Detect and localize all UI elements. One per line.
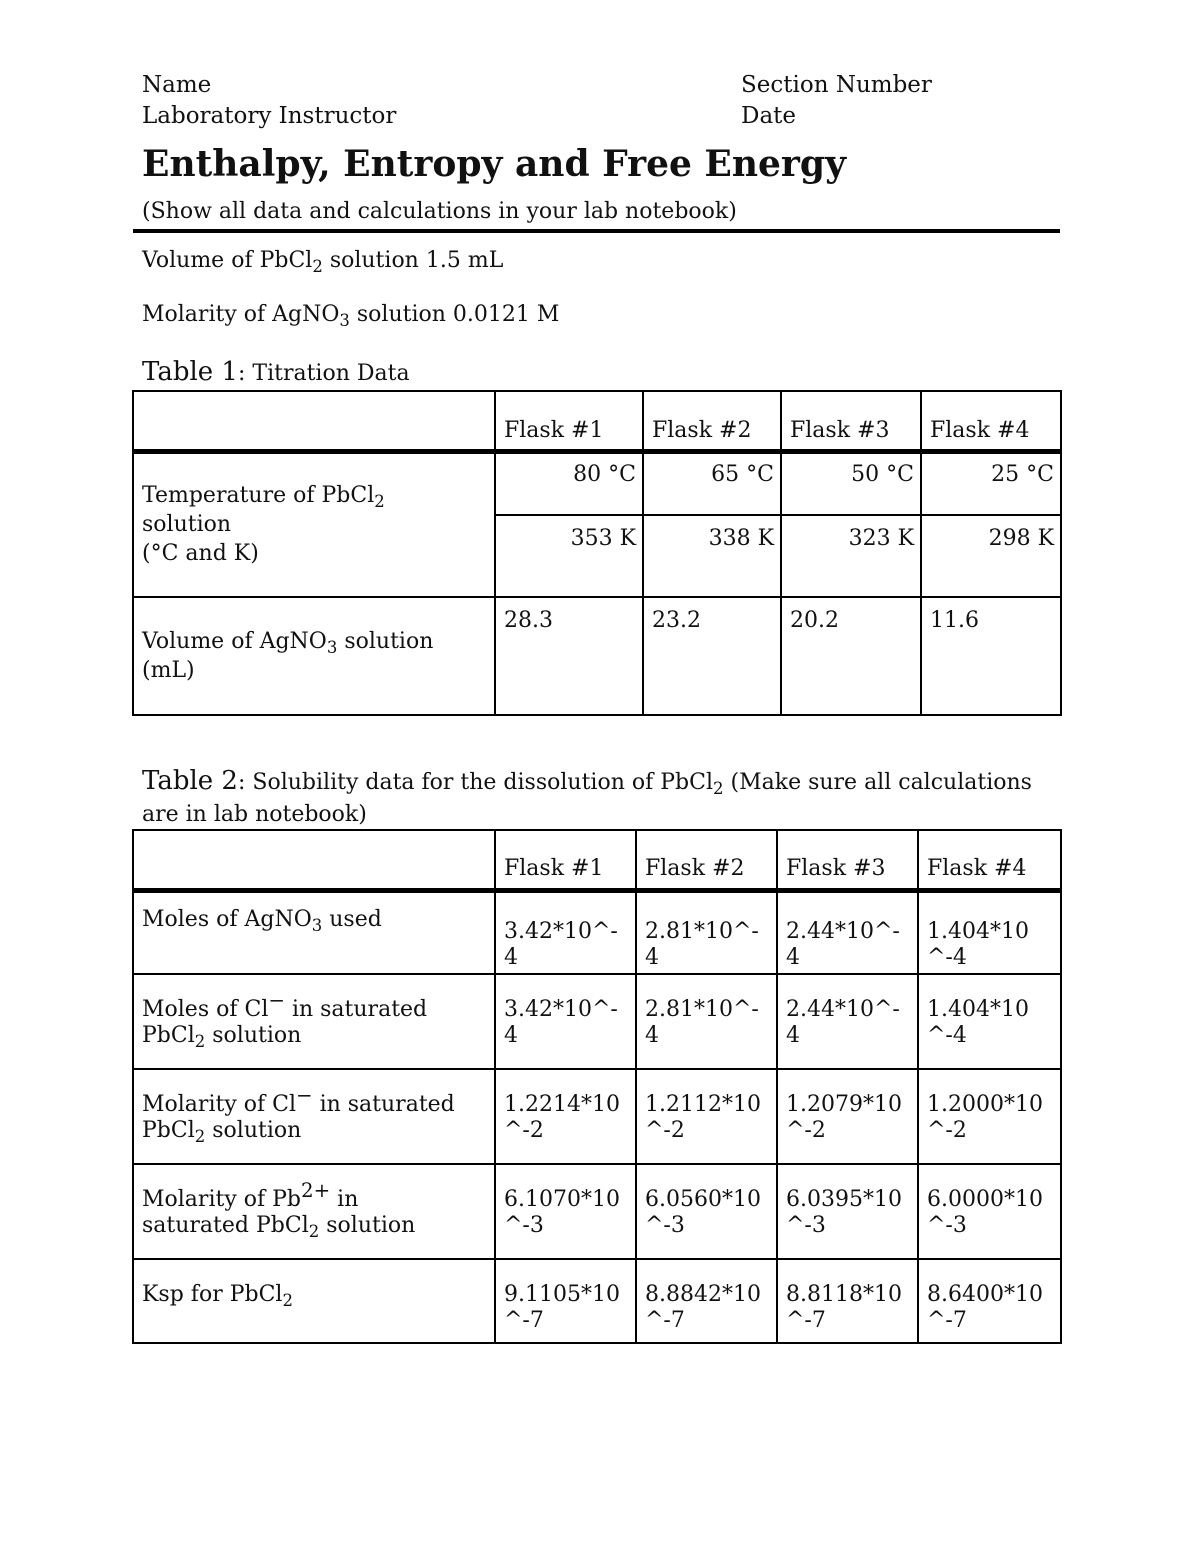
data-cell: 3.42*10^- 4 [495, 974, 636, 1069]
column-header: Flask #3 [777, 830, 918, 890]
data-cell: 1.2112*10 ^-2 [636, 1069, 777, 1164]
volume-agno3-label: Volume of AgNO$_3$ solution (mL) [133, 597, 495, 715]
table2-caption: Table 2: Solubility data for the dissolution of PbCl$_2$ (Make sure all calculations are in lab notebook) [142, 766, 1032, 827]
table1-caption: Table 1: Titration Data [142, 357, 410, 387]
data-cell: 3.42*10^- 4 [495, 890, 636, 974]
data-cell: 6.0000*10 ^-3 [918, 1164, 1061, 1259]
table-row [133, 974, 1061, 1069]
table-row [133, 1164, 1061, 1259]
title-rule [133, 229, 1060, 233]
row-label-moles-cl: Moles of Cl− in saturated PbCl$_2$ solution [133, 974, 495, 1069]
instructor-label: Laboratory Instructor [142, 103, 397, 129]
data-cell: 6.0395*10 ^-3 [777, 1164, 918, 1259]
molarity-agno3-line: Molarity of AgNO$_3$ solution 0.0121 M [142, 302, 560, 330]
data-cell: 8.8842*10 ^-7 [636, 1259, 777, 1343]
instruction-note: (Show all data and calculations in your lab notebook) [142, 199, 737, 224]
column-header: Flask #2 [643, 391, 781, 451]
column-header: Flask #2 [636, 830, 777, 890]
volume-cell: 28.3 [495, 597, 643, 715]
data-cell: 1.2214*10 ^-2 [495, 1069, 636, 1164]
volume-cell: 23.2 [643, 597, 781, 715]
column-header: Flask #3 [781, 391, 921, 451]
data-cell: 2.81*10^- 4 [636, 974, 777, 1069]
column-header: Flask #4 [921, 391, 1061, 451]
data-cell: 1.2079*10 ^-2 [777, 1069, 918, 1164]
table-row [133, 1069, 1061, 1164]
table-row [133, 890, 1061, 974]
table-row [133, 451, 1061, 515]
header-blank-cell [133, 830, 495, 890]
data-cell: 1.2000*10 ^-2 [918, 1069, 1061, 1164]
column-header: Flask #1 [495, 830, 636, 890]
page-title: Enthalpy, Entropy and Free Energy [142, 143, 846, 185]
data-cell: 6.0560*10 ^-3 [636, 1164, 777, 1259]
data-cell: 2.44*10^- 4 [777, 974, 918, 1069]
table-row [133, 597, 1061, 715]
temperature-k-cell: 338 K [643, 515, 781, 597]
temperature-k-cell: 298 K [921, 515, 1061, 597]
volume-cell: 11.6 [921, 597, 1061, 715]
table-header-row [133, 391, 1061, 451]
row-label-ksp: Ksp for PbCl$_2$ [133, 1259, 495, 1343]
row-label-molarity-pb: Molarity of $Pb^{2+}$ in saturated PbCl$_2$ solution [133, 1164, 495, 1259]
data-cell: 6.1070*10 ^-3 [495, 1164, 636, 1259]
temperature-c-cell: 80 °C [495, 451, 643, 515]
titration-table [132, 390, 1062, 716]
row-label-molarity-cl: Molarity of Cl− in saturated PbCl$_2$ solution [133, 1069, 495, 1164]
date-label: Date [741, 103, 797, 129]
temperature-c-cell: 50 °C [781, 451, 921, 515]
data-cell: 1.404*10 ^-4 [918, 890, 1061, 974]
data-cell: 8.8118*10 ^-7 [777, 1259, 918, 1343]
column-header: Flask #1 [495, 391, 643, 451]
temperature-label: Temperature of PbCl$_2$ solution (°C and K) [133, 451, 495, 597]
table-row [133, 1259, 1061, 1343]
data-cell: 8.6400*10 ^-7 [918, 1259, 1061, 1343]
temperature-k-cell: 353 K [495, 515, 643, 597]
solubility-table [132, 829, 1062, 1344]
temperature-k-cell: 323 K [781, 515, 921, 597]
temperature-c-cell: 25 °C [921, 451, 1061, 515]
data-cell: 2.44*10^- 4 [777, 890, 918, 974]
data-cell: 9.1105*10 ^-7 [495, 1259, 636, 1343]
header-blank-cell [133, 391, 495, 451]
volume-cell: 20.2 [781, 597, 921, 715]
name-label: Name [142, 72, 212, 98]
volume-pbcl2-line: Volume of PbCl$_2$ solution 1.5 mL [142, 248, 504, 276]
row-label-moles-agno3: Moles of AgNO$_3$ used [133, 890, 495, 974]
data-cell: 1.404*10 ^-4 [918, 974, 1061, 1069]
table-header-row [133, 830, 1061, 890]
column-header: Flask #4 [918, 830, 1061, 890]
temperature-c-cell: 65 °C [643, 451, 781, 515]
data-cell: 2.81*10^- 4 [636, 890, 777, 974]
section-number-label: Section Number [741, 72, 932, 98]
